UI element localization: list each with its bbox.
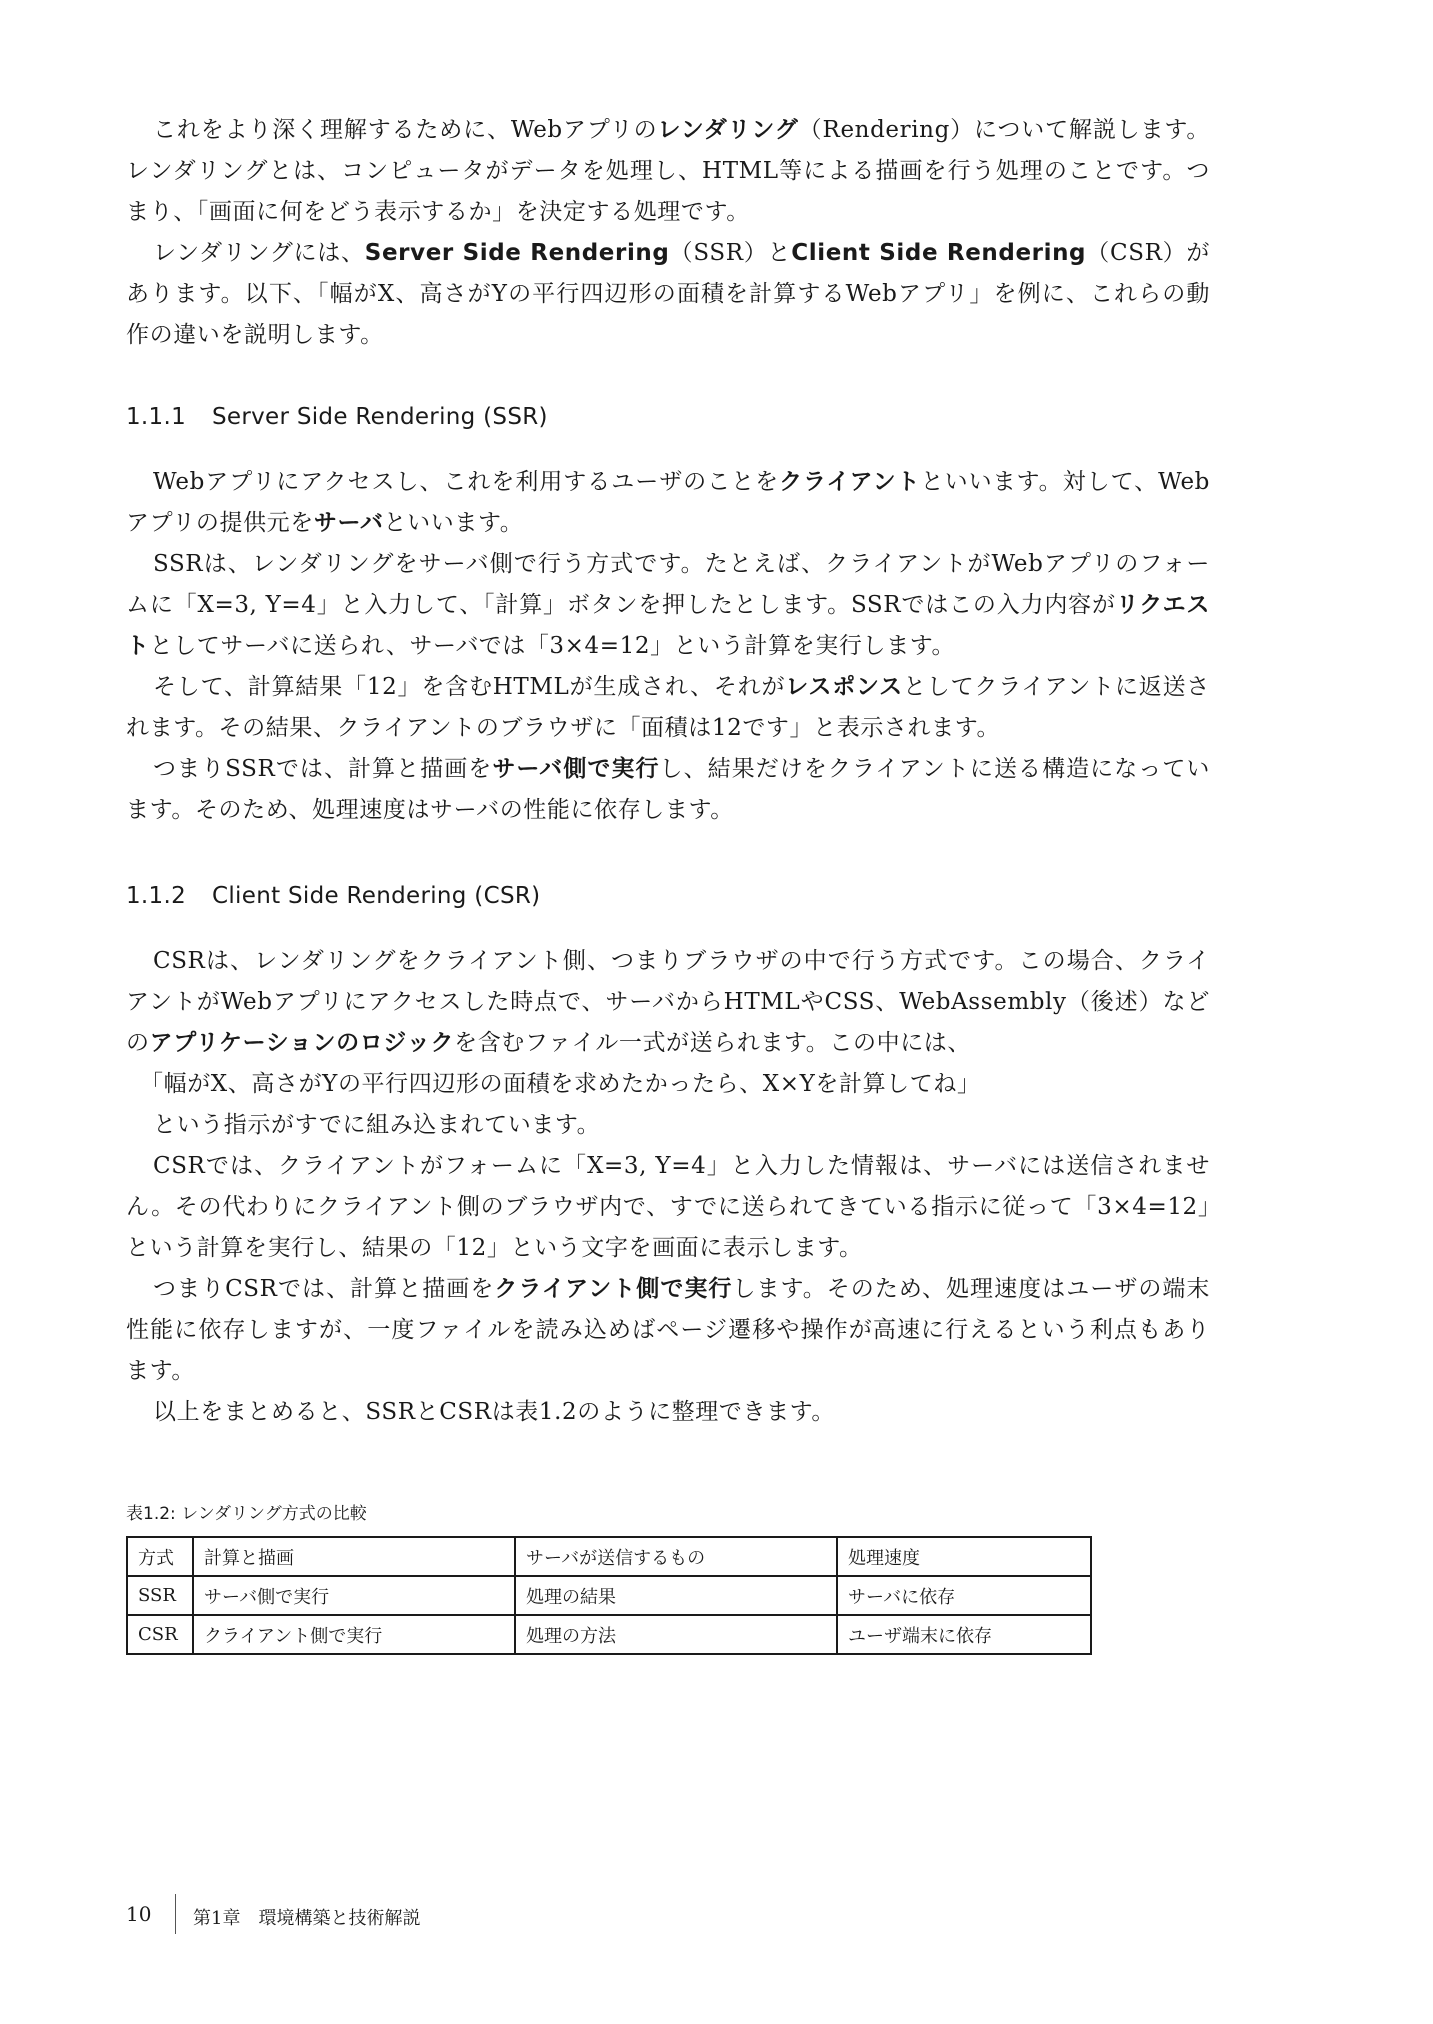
csr-paragraph-4: つまりCSRでは、計算と描画をクライアント側で実行します。そのため、処理速度はユーザの端末性能に依存しますが、一度ファイルを読み込めばページ遷移や操作が高速に行えるという利点もあります。 <box>126 1276 1210 1384</box>
chapter-title: 第1章 環境構築と技術解説 <box>193 1908 421 1929</box>
section-number: 1.1.1 <box>126 404 187 430</box>
section-heading-ssr <box>126 404 548 430</box>
csr-paragraph-2: という指示がすでに組み込まれています。 <box>153 1112 601 1138</box>
table-header-cell: 計算と描画 <box>193 1537 515 1576</box>
intro-paragraph-1: これをより深く理解するために、Webアプリのレンダリング（Rendering）について解説します。レンダリングとは、コンピュータがデータを処理し、HTML等による描画を行う処理のことです。つまり、「画面に何をどう表示するか」を決定する処理です。 <box>126 117 1210 225</box>
intro-paragraph-2: レンダリングには、Server Side Rendering（SSR）とClient Side Rendering（CSR）があります。以下、「幅がX、高さがYの平行四辺形の面積を計算するWebアプリ」を例に、これらの動作の違いを説明します。 <box>126 240 1210 348</box>
table-cell: クライアント側で実行 <box>193 1615 515 1654</box>
csr-quote: 「幅がX、高さがYの平行四辺形の面積を求めたかったら、X×Yを計算してね」 <box>140 1071 981 1097</box>
ssr-paragraph-3: そして、計算結果「12」を含むHTMLが生成され、それがレスポンスとしてクライアントに返送されます。その結果、クライアントのブラウザに「面積は12です」と表示されます。 <box>126 674 1211 741</box>
table-cell: ユーザ端末に依存 <box>837 1615 1091 1654</box>
table-header-cell: 処理速度 <box>837 1537 1091 1576</box>
section-number: 1.1.2 <box>126 883 187 909</box>
ssr-block <box>126 462 1210 831</box>
comparison-table <box>126 1536 1092 1655</box>
ssr-paragraph-4: つまりSSRでは、計算と描画をサーバ側で実行し、結果だけをクライアントに送る構造になっています。そのため、処理速度はサーバの性能に依存します。 <box>126 756 1210 823</box>
table-cell: サーバに依存 <box>837 1576 1091 1615</box>
ssr-paragraph-2: SSRは、レンダリングをサーバ側で行う方式です。たとえば、クライアントがWebアプリのフォームに「X=3, Y=4」と入力して、「計算」ボタンを押したとします。SSRではこの入力内容がリクエストとしてサーバに送られ、サーバでは「3×4=12」という計算を実行します。 <box>126 551 1211 659</box>
footer-divider <box>175 1894 176 1934</box>
csr-paragraph-3: CSRでは、クライアントがフォームに「X=3, Y=4」と入力した情報は、サーバには送信されません。その代わりにクライアント側のブラウザ内で、すでに送られてきている指示に従って「3×4=12」という計算を実行し、結果の「12」という文字を画面に表示します。 <box>126 1153 1210 1261</box>
table-cell: SSR <box>127 1576 193 1615</box>
intro-block <box>126 110 1210 356</box>
table-cell: 処理の結果 <box>515 1576 837 1615</box>
page-number: 10 <box>126 1902 152 1926</box>
table-header-row <box>127 1537 1091 1576</box>
section-heading-csr <box>126 883 540 909</box>
table-caption: 表1.2: レンダリング方式の比較 <box>126 1504 367 1524</box>
table-header-cell: サーバが送信するもの <box>515 1537 837 1576</box>
table-row <box>127 1576 1091 1615</box>
table-header-cell: 方式 <box>127 1537 193 1576</box>
table-cell: 処理の方法 <box>515 1615 837 1654</box>
csr-paragraph-1: CSRは、レンダリングをクライアント側、つまりブラウザの中で行う方式です。この場合、クライアントがWebアプリにアクセスした時点で、サーバからHTMLやCSS、WebAssembly（後述）などのアプリケーションのロジックを含むファイル一式が送られます。この中には、 <box>126 948 1210 1056</box>
table-cell: サーバ側で実行 <box>193 1576 515 1615</box>
csr-block <box>126 941 1210 1433</box>
table-cell: CSR <box>127 1615 193 1654</box>
section-title: Server Side Rendering (SSR) <box>212 404 548 430</box>
section-title: Client Side Rendering (CSR) <box>212 883 541 909</box>
table-row <box>127 1615 1091 1654</box>
ssr-paragraph-1: Webアプリにアクセスし、これを利用するユーザのことをクライアントといいます。対して、Webアプリの提供元をサーバといいます。 <box>126 469 1210 536</box>
csr-paragraph-5: 以上をまとめると、SSRとCSRは表1.2のように整理できます。 <box>153 1399 836 1425</box>
